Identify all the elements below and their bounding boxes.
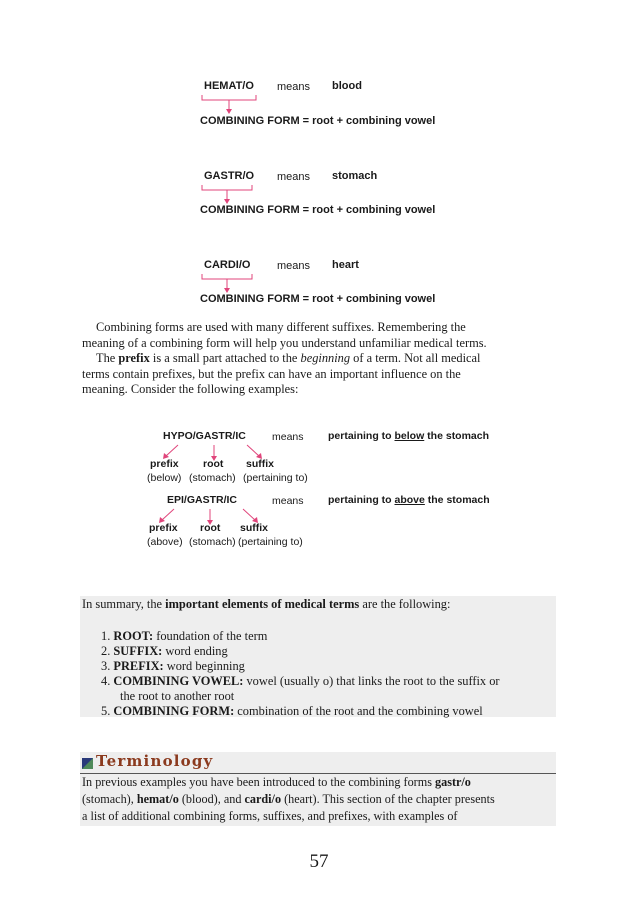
example-meaning: pertaining to above the stomach [328,494,490,506]
terminology-line: In previous examples you have been introduced to the combining forms gastr/o [82,775,471,789]
part-meaning: (stomach) [189,472,236,484]
example-formula: COMBINING FORM = root + combining vowel [200,204,436,216]
example-formula: COMBINING FORM = root + combining vowel [200,115,436,127]
example-means: means [272,495,304,507]
example-meaning: pertaining to below the stomach [328,430,490,442]
example-meaning: heart [332,259,359,271]
bold-term: prefix [118,351,150,366]
terminology-line: (stomach), hemat/o (blood), and cardi/o (heart). This section of the chapter presents [82,792,495,806]
summary-item: 3. PREFIX: word beginning [101,659,245,673]
example-formula: COMBINING FORM = root + combining vowel [200,293,436,305]
summary-item: 1. ROOT: foundation of the term [101,629,268,643]
example-meaning: blood [332,80,362,92]
example-term: HEMAT/O [204,80,254,92]
summary-box [80,596,556,717]
part-meaning: (pertaining to) [238,536,303,548]
italic-term: beginning [300,351,351,366]
section-square-icon [82,758,93,769]
summary-item: 5. COMBINING FORM: combination of the root and the combining vowel [101,704,483,718]
part-label: suffix [240,522,269,534]
part-label: prefix [150,458,179,470]
terminology-line: a list of additional combining forms, suffixes, and prefixes, with examples of [82,809,458,823]
paragraph-line: The prefix is a small part attached to the beginning of a term. Not all medical [96,351,481,366]
part-meaning: (below) [147,472,182,484]
terminology-header [80,752,556,774]
part-meaning: (above) [147,536,183,548]
paragraph-line: meaning. Consider the following examples: [82,382,299,397]
part-label: root [200,522,221,534]
summary-item-continuation: the root to another root [120,689,235,703]
example-term: CARDI/O [204,259,251,271]
example-term: EPI/GASTR/IC [167,494,238,506]
summary-item: 4. COMBINING VOWEL: vowel (usually o) that links the root to the suffix or [101,674,500,688]
example-term: HYPO/GASTR/IC [163,430,246,442]
page-number: 57 [309,851,329,872]
example-means: means [277,171,311,183]
section-title: Terminology [96,752,214,770]
example-meaning: stomach [332,170,378,182]
summary-item: 2. SUFFIX: word ending [101,644,228,658]
example-means: means [272,431,304,443]
summary-intro: In summary, the important elements of medical terms are the following: [82,597,451,611]
part-meaning: (stomach) [189,536,236,548]
part-meaning: (pertaining to) [243,472,308,484]
paragraph-line: Combining forms are used with many different suffixes. Remembering the [96,320,466,334]
part-label: prefix [149,522,178,534]
example-means: means [277,260,311,272]
paragraph-line: meaning of a combining form will help you understand unfamiliar medical terms. [82,335,487,350]
bracket-arrow-icon [200,273,260,295]
paragraph-combining-forms [82,320,582,398]
bracket-arrow-icon [200,184,260,206]
part-label: root [203,458,224,470]
terminology-body [80,774,556,826]
example-term: GASTR/O [204,170,255,182]
paragraph-line: terms contain prefixes, but the prefix can have an important influence on the [82,366,461,381]
bracket-arrow-icon [200,94,260,116]
example-means: means [277,81,311,93]
part-label: suffix [246,458,275,470]
